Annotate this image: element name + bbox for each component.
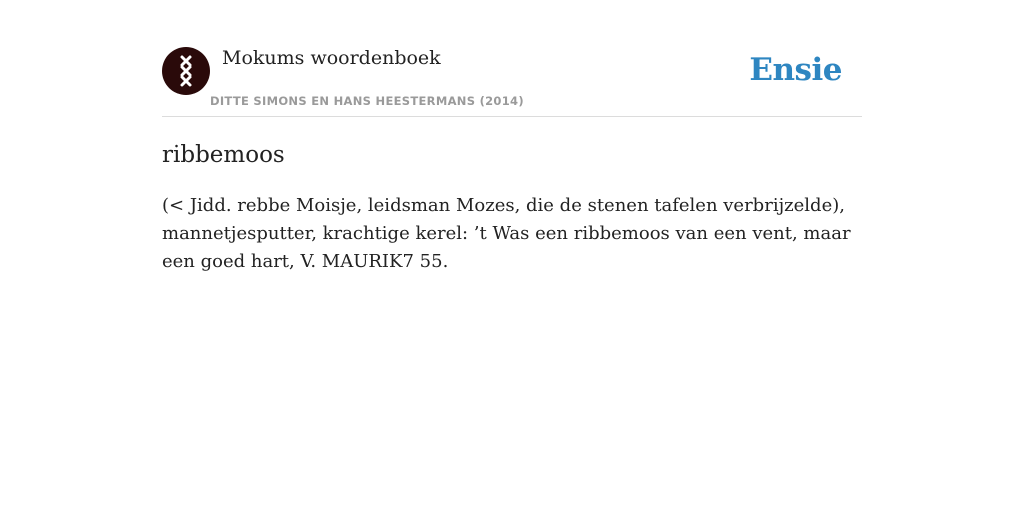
dictionary-header [162,40,862,117]
entry-definition: (< Jidd. rebbe Moisje, leidsman Mozes, die de stenen tafelen verbrijzelde), mannetjesputter, krachtige kerel: ’t Was een ribbemoos van een vent, maar een goed hart, V. MAURIK7 55. [162,195,851,272]
amsterdam-crosses-icon[interactable] [162,47,210,95]
entry-headword: ribbemoos [162,142,285,168]
dictionary-authors: DITTE SIMONS EN HANS HEESTERMANS (2014) [210,94,524,108]
dictionary-title[interactable]: Mokums woordenboek [222,47,441,69]
ensie-logo-link[interactable]: Ensie [749,52,842,88]
